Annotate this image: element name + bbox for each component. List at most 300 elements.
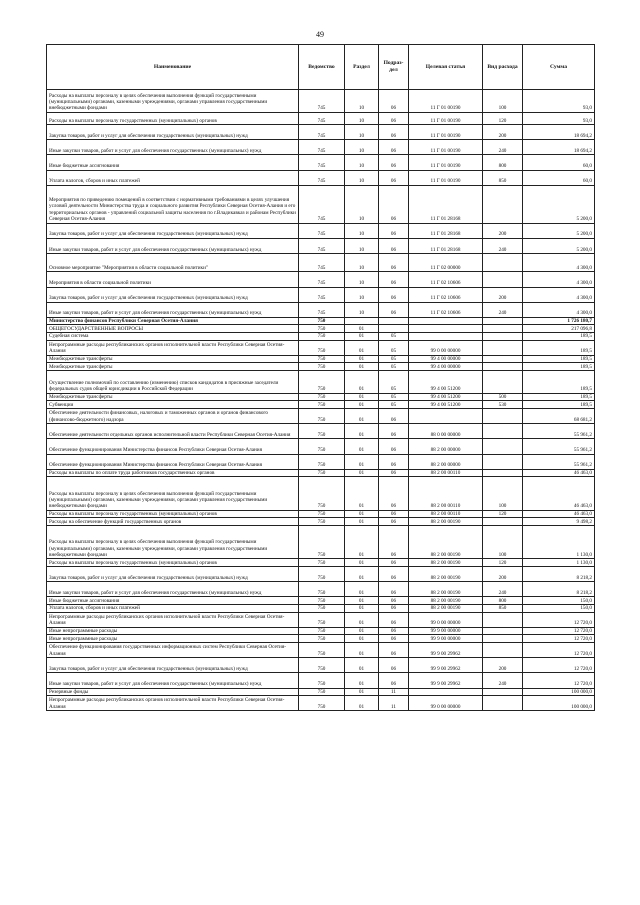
cell-ved: 745 (299, 287, 345, 302)
cell-sum: 12 720,0 (523, 658, 595, 673)
cell-name: ОБЩЕГОСУДАРСТВЕННЫЕ ВОПРОСЫ (47, 325, 299, 333)
table-row (47, 688, 595, 696)
table-row (47, 112, 595, 124)
cell-sum: 8 218,2 (523, 582, 595, 597)
table-row (47, 658, 595, 673)
table-row (47, 567, 595, 582)
cell-name: Иные закупки товаров, работ и услуг для обеспечения государственных (муниципальных) нужд (47, 302, 299, 317)
cell-razd: 10 (345, 170, 379, 185)
cell-razd: 01 (345, 340, 379, 355)
cell-sum: 5 200,0 (523, 238, 595, 253)
cell-razd: 10 (345, 238, 379, 253)
cell-ved: 745 (299, 302, 345, 317)
cell-ved: 750 (299, 363, 345, 371)
cell-ved: 750 (299, 340, 345, 355)
header-sum: Сумма (523, 45, 595, 90)
budget-table (46, 44, 595, 711)
cell-ved: 750 (299, 393, 345, 401)
table-row (47, 287, 595, 302)
cell-podr: 06 (379, 510, 409, 518)
cell-podr: 06 (379, 140, 409, 155)
cell-name: Межбюджетные трансферты (47, 355, 299, 363)
cell-sum: 150,0 (523, 597, 595, 605)
cell-vr: 500 (483, 393, 523, 401)
cell-name: Иные бюджетные ассигнования (47, 597, 299, 605)
cell-sum: 12 720,0 (523, 642, 595, 657)
cell-name: Обеспечение функционирования Министерства финансов Республики Северная Осетия-Алания (47, 439, 299, 454)
cell-vr: 120 (483, 510, 523, 518)
cell-sum: 189,5 (523, 363, 595, 371)
table-row (47, 140, 595, 155)
cell-vr (483, 340, 523, 355)
table-row (47, 185, 595, 223)
cell-name: Непрограммные расходы республиканских органов исполнительной власти Республики Северная Осетия-Алания (47, 340, 299, 355)
table-row (47, 525, 595, 558)
cell-vr (483, 185, 523, 223)
cell-sum: 189,5 (523, 393, 595, 401)
cell-razd: 10 (345, 155, 379, 170)
table-row (47, 254, 595, 272)
cell-name: Уплата налогов, сборов и иных платежей (47, 170, 299, 185)
cell-sum: 4 300,0 (523, 254, 595, 272)
cell-sum: 9 498,2 (523, 518, 595, 526)
cell-cs (409, 688, 483, 696)
cell-sum: 4 300,0 (523, 302, 595, 317)
cell-podr: 05 (379, 340, 409, 355)
cell-cs: 11 Г 01 00190 (409, 112, 483, 124)
cell-ved: 745 (299, 238, 345, 253)
cell-sum: 8 218,2 (523, 567, 595, 582)
cell-vr: 850 (483, 604, 523, 612)
cell-podr: 06 (379, 454, 409, 469)
cell-razd: 10 (345, 272, 379, 287)
cell-cs (409, 409, 483, 424)
cell-cs: 11 Г 01 00190 (409, 124, 483, 139)
cell-vr (483, 371, 523, 394)
cell-vr: 100 (483, 525, 523, 558)
cell-cs: 88 2 00 00000 (409, 439, 483, 454)
cell-podr: 06 (379, 635, 409, 643)
table-row (47, 401, 595, 409)
cell-razd: 10 (345, 140, 379, 155)
cell-vr (483, 696, 523, 711)
cell-sum: 5 200,0 (523, 185, 595, 223)
cell-razd: 01 (345, 582, 379, 597)
cell-name: Обеспечение функционирования государственных информационных систем Республики Северная Осетия-Алания (47, 642, 299, 657)
cell-sum: 4 300,0 (523, 287, 595, 302)
cell-ved: 745 (299, 254, 345, 272)
cell-name: Межбюджетные трансферты (47, 363, 299, 371)
cell-cs: 88 2 00 00110 (409, 469, 483, 477)
cell-razd: 01 (345, 658, 379, 673)
cell-sum: 12 720,0 (523, 673, 595, 688)
cell-ved: 745 (299, 223, 345, 238)
page-number: 49 (316, 30, 324, 39)
table-row (47, 559, 595, 567)
cell-sum: 55 961,2 (523, 439, 595, 454)
cell-podr: 06 (379, 409, 409, 424)
cell-cs: 99 0 00 00000 (409, 340, 483, 355)
cell-podr: 05 (379, 371, 409, 394)
cell-podr: 06 (379, 90, 409, 113)
cell-ved: 750 (299, 510, 345, 518)
table-row (47, 90, 595, 113)
cell-sum: 12 720,0 (523, 627, 595, 635)
cell-name: Судебная система (47, 333, 299, 341)
cell-vr: 200 (483, 287, 523, 302)
cell-vr: 200 (483, 658, 523, 673)
cell-cs: 99 4 00 51200 (409, 371, 483, 394)
header-razdel: Раздел (345, 45, 379, 90)
cell-vr (483, 424, 523, 439)
header-target-article: Целевая статья (409, 45, 483, 90)
cell-name: Непрограммные расходы республиканских органов исполнительной власти Республики Северная Осетия-Алания (47, 612, 299, 627)
cell-podr: 11 (379, 696, 409, 711)
cell-ved: 750 (299, 525, 345, 558)
cell-razd: 10 (345, 185, 379, 223)
table-row (47, 424, 595, 439)
table-row (47, 355, 595, 363)
cell-cs: 88 2 00 00190 (409, 518, 483, 526)
cell-name: Расходы на обеспечение функций государственных органов (47, 518, 299, 526)
cell-cs: 99 4 00 51200 (409, 393, 483, 401)
cell-podr: 06 (379, 124, 409, 139)
cell-podr: 06 (379, 287, 409, 302)
cell-ved: 750 (299, 333, 345, 341)
cell-ved: 750 (299, 688, 345, 696)
cell-vr (483, 612, 523, 627)
cell-sum: 5 200,0 (523, 223, 595, 238)
cell-razd: 01 (345, 355, 379, 363)
cell-vr: 120 (483, 112, 523, 124)
cell-cs: 99 4 00 51200 (409, 401, 483, 409)
cell-sum: 46 463,0 (523, 469, 595, 477)
cell-ved: 745 (299, 90, 345, 113)
cell-ved: 750 (299, 642, 345, 657)
cell-podr: 06 (379, 254, 409, 272)
cell-cs: 99 4 00 00000 (409, 355, 483, 363)
cell-vr: 240 (483, 673, 523, 688)
cell-name: Мероприятия в области социальной политики (47, 272, 299, 287)
cell-vr (483, 317, 523, 325)
header-name: Наименование (47, 45, 299, 90)
cell-ved: 745 (299, 155, 345, 170)
cell-cs: 11 Г 02 10606 (409, 302, 483, 317)
table-row (47, 454, 595, 469)
cell-name: Иные непрограммные расходы (47, 627, 299, 635)
cell-podr: 05 (379, 393, 409, 401)
cell-cs: 11 Г 01 00190 (409, 155, 483, 170)
table-row (47, 302, 595, 317)
cell-vr: 850 (483, 170, 523, 185)
cell-ved: 750 (299, 673, 345, 688)
cell-podr: 06 (379, 604, 409, 612)
cell-razd: 01 (345, 627, 379, 635)
cell-sum: 217 096,8 (523, 325, 595, 333)
cell-cs: 11 Г 01 28168 (409, 223, 483, 238)
cell-razd: 01 (345, 409, 379, 424)
cell-podr: 06 (379, 582, 409, 597)
cell-cs: 99 0 00 00000 (409, 696, 483, 711)
cell-sum: 189,5 (523, 355, 595, 363)
cell-name: Иные закупки товаров, работ и услуг для обеспечения государственных (муниципальных) нужд (47, 238, 299, 253)
cell-ved: 750 (299, 518, 345, 526)
cell-ved: 750 (299, 424, 345, 439)
cell-vr: 240 (483, 582, 523, 597)
table-header-row (47, 45, 595, 90)
cell-podr: 06 (379, 673, 409, 688)
cell-podr: 05 (379, 401, 409, 409)
cell-ved: 745 (299, 272, 345, 287)
table-row (47, 272, 595, 287)
cell-vr: 200 (483, 124, 523, 139)
table-row (47, 612, 595, 627)
cell-name: Расходы на выплаты персоналу государственных (муниципальных) органов (47, 510, 299, 518)
cell-razd: 01 (345, 604, 379, 612)
cell-podr: 06 (379, 559, 409, 567)
cell-podr: 06 (379, 567, 409, 582)
cell-podr: 06 (379, 597, 409, 605)
cell-sum: 55 961,2 (523, 454, 595, 469)
cell-sum: 68 681,2 (523, 409, 595, 424)
cell-name: Иные непрограммные расходы (47, 635, 299, 643)
cell-vr (483, 642, 523, 657)
cell-name: Межбюджетные трансферты (47, 393, 299, 401)
cell-cs (409, 325, 483, 333)
cell-razd: 01 (345, 567, 379, 582)
cell-cs: 99 0 00 00000 (409, 612, 483, 627)
cell-cs: 88 2 00 00190 (409, 525, 483, 558)
cell-cs: 11 Г 02 10606 (409, 287, 483, 302)
table-row (47, 642, 595, 657)
cell-name: Иные закупки товаров, работ и услуг для обеспечения государственных (муниципальных) нужд (47, 140, 299, 155)
cell-sum: 12 720,0 (523, 635, 595, 643)
cell-vr (483, 454, 523, 469)
table-row (47, 510, 595, 518)
cell-podr: 06 (379, 627, 409, 635)
cell-name: Расходы на выплаты по оплате труда работников государственных органов (47, 469, 299, 477)
cell-cs: 88 2 00 00190 (409, 604, 483, 612)
cell-ved: 750 (299, 439, 345, 454)
cell-sum: 12 720,0 (523, 612, 595, 627)
cell-name: Обеспечение деятельности финансовых, налоговых и таможенных органов и органов финансового (финансово-бюджетного) надзора (47, 409, 299, 424)
cell-razd: 01 (345, 696, 379, 711)
cell-razd: 01 (345, 525, 379, 558)
cell-ved: 750 (299, 325, 345, 333)
cell-podr: 06 (379, 439, 409, 454)
cell-name: Расходы на выплаты персоналу в целях обеспечения выполнения функций государственными (муниципальными) органами, казенными учреждениями, органами управления государственными внебюджетными фондами (47, 477, 299, 510)
cell-name: Мероприятия по приведению помещений в соответствии с нормативными требованиями в целях улучшения условий деятельности Министерства труда и социального развития Республики Северная Осетия-Алания и его территориальных органов - управлений социальной защиты населения по г.Владикавказ и районам Республики Северная Осетия-Алания (47, 185, 299, 223)
cell-sum: 100 000,0 (523, 688, 595, 696)
table-row (47, 333, 595, 341)
cell-ved: 750 (299, 567, 345, 582)
cell-vr (483, 518, 523, 526)
table-row (47, 439, 595, 454)
cell-vr (483, 272, 523, 287)
table-row (47, 469, 595, 477)
cell-razd: 01 (345, 454, 379, 469)
cell-podr: 06 (379, 658, 409, 673)
cell-podr: 06 (379, 525, 409, 558)
cell-ved: 750 (299, 658, 345, 673)
cell-name: Уплата налогов, сборов и иных платежей (47, 604, 299, 612)
cell-name: Закупка товаров, работ и услуг для обеспечения государственных (муниципальных) нужд (47, 567, 299, 582)
cell-name: Расходы на выплаты персоналу в целях обеспечения выполнения функций государственными (муниципальными) органами, казенными учреждениями, органами управления государственными внебюджетными фондами (47, 90, 299, 113)
cell-sum: 1 130,0 (523, 525, 595, 558)
cell-ved: 750 (299, 371, 345, 394)
cell-sum: 150,0 (523, 604, 595, 612)
cell-razd: 10 (345, 302, 379, 317)
cell-cs: 11 Г 02 10606 (409, 272, 483, 287)
cell-name: Обеспечение деятельности отдельных органов исполнительной власти Республики Северная Осетия-Алания (47, 424, 299, 439)
table-row (47, 223, 595, 238)
cell-vr: 100 (483, 90, 523, 113)
cell-razd: 01 (345, 477, 379, 510)
cell-sum: 18 694,2 (523, 140, 595, 155)
cell-cs: 99 9 00 00000 (409, 627, 483, 635)
cell-razd: 01 (345, 371, 379, 394)
cell-razd (345, 317, 379, 325)
cell-razd: 01 (345, 559, 379, 567)
cell-name: Закупка товаров, работ и услуг для обеспечения государственных (муниципальных) нужд (47, 287, 299, 302)
cell-cs: 88 0 00 00000 (409, 424, 483, 439)
cell-ved: 750 (299, 612, 345, 627)
cell-sum: 100 000,0 (523, 696, 595, 711)
cell-sum: 93,0 (523, 112, 595, 124)
cell-razd: 01 (345, 325, 379, 333)
table-row (47, 393, 595, 401)
cell-cs: 11 Г 01 00190 (409, 170, 483, 185)
cell-name: Расходы на выплаты персоналу в целях обеспечения выполнения функций государственными (муниципальными) органами, казенными учреждениями, органами управления государственными внебюджетными фондами (47, 525, 299, 558)
cell-ved: 745 (299, 112, 345, 124)
cell-name: Закупка товаров, работ и услуг для обеспечения государственных (муниципальных) нужд (47, 658, 299, 673)
cell-vr (483, 627, 523, 635)
cell-razd: 01 (345, 597, 379, 605)
cell-sum: 1 726 180,7 (523, 317, 595, 325)
table-row (47, 124, 595, 139)
cell-razd: 01 (345, 439, 379, 454)
cell-cs: 88 2 00 00190 (409, 597, 483, 605)
cell-cs: 88 2 00 00000 (409, 454, 483, 469)
cell-ved: 750 (299, 559, 345, 567)
cell-razd: 01 (345, 424, 379, 439)
table-row (47, 325, 595, 333)
cell-podr: 06 (379, 469, 409, 477)
cell-sum: 189,5 (523, 371, 595, 394)
cell-podr: 06 (379, 238, 409, 253)
cell-name: Закупка товаров, работ и услуг для обеспечения государственных (муниципальных) нужд (47, 223, 299, 238)
cell-cs: 88 2 00 00110 (409, 477, 483, 510)
cell-sum: 46 463,0 (523, 510, 595, 518)
cell-razd: 01 (345, 333, 379, 341)
cell-ved: 750 (299, 477, 345, 510)
cell-name: Осуществление полномочий по составлению (изменению) списков кандидатов в присяжные заседатели федеральных судов общей юрисдикции в Российской Федерации (47, 371, 299, 394)
table-row (47, 696, 595, 711)
cell-vr: 240 (483, 238, 523, 253)
cell-name: Резервные фонды (47, 688, 299, 696)
cell-vr (483, 363, 523, 371)
cell-name: Непрограммные расходы республиканских органов исполнительной власти Республики Северная Осетия-Алания (47, 696, 299, 711)
cell-ved: 745 (299, 170, 345, 185)
cell-cs: 11 Г 01 00190 (409, 140, 483, 155)
cell-podr: 06 (379, 642, 409, 657)
cell-razd: 10 (345, 112, 379, 124)
cell-podr: 05 (379, 333, 409, 341)
cell-vr (483, 254, 523, 272)
cell-cs (409, 317, 483, 325)
cell-cs: 99 9 00 00000 (409, 635, 483, 643)
cell-podr: 11 (379, 688, 409, 696)
cell-podr: 06 (379, 272, 409, 287)
cell-vr: 800 (483, 155, 523, 170)
cell-sum: 189,5 (523, 340, 595, 355)
cell-cs: 88 2 00 00190 (409, 567, 483, 582)
cell-name: Расходы на выплаты персоналу государственных (муниципальных) органов (47, 112, 299, 124)
cell-podr (379, 325, 409, 333)
cell-ved: 750 (299, 582, 345, 597)
cell-podr: 06 (379, 424, 409, 439)
cell-vr (483, 409, 523, 424)
cell-ved: 750 (299, 409, 345, 424)
table-row (47, 170, 595, 185)
header-podrazdel: Подраз-дел (379, 45, 409, 90)
cell-podr: 06 (379, 477, 409, 510)
cell-razd: 01 (345, 642, 379, 657)
cell-name: Министерство финансов Республики Северная Осетия-Алания (47, 317, 299, 325)
cell-razd: 01 (345, 612, 379, 627)
cell-podr: 06 (379, 612, 409, 627)
cell-cs: 88 2 00 00110 (409, 510, 483, 518)
cell-name: Иные закупки товаров, работ и услуг для обеспечения государственных (муниципальных) нужд (47, 582, 299, 597)
cell-sum: 189,5 (523, 333, 595, 341)
table-row (47, 363, 595, 371)
cell-razd: 10 (345, 124, 379, 139)
header-vedomstvo: Ведомство (299, 45, 345, 90)
table-row (47, 371, 595, 394)
cell-sum: 55 961,2 (523, 424, 595, 439)
table-row (47, 238, 595, 253)
cell-sum: 60,0 (523, 170, 595, 185)
table-row (47, 409, 595, 424)
cell-razd: 10 (345, 223, 379, 238)
cell-cs: 88 2 00 00190 (409, 559, 483, 567)
header-expense-type: Вид расхода (483, 45, 523, 90)
cell-name: Закупка товаров, работ и услуг для обеспечения государственных (муниципальных) нужд (47, 124, 299, 139)
cell-name: Иные бюджетные ассигнования (47, 155, 299, 170)
cell-vr (483, 469, 523, 477)
cell-ved: 750 (299, 696, 345, 711)
cell-vr (483, 325, 523, 333)
cell-cs: 11 Г 01 00190 (409, 90, 483, 113)
cell-cs: 99 9 00 29962 (409, 673, 483, 688)
cell-cs: 88 2 00 00190 (409, 582, 483, 597)
cell-vr (483, 439, 523, 454)
cell-ved: 750 (299, 355, 345, 363)
cell-sum: 189,5 (523, 401, 595, 409)
cell-sum: 93,0 (523, 90, 595, 113)
cell-sum: 60,0 (523, 155, 595, 170)
cell-podr: 06 (379, 223, 409, 238)
cell-name: Основное мероприятие "Мероприятия в области социальной политики" (47, 254, 299, 272)
cell-name: Обеспечение функционирования Министерства финансов Республики Северная Осетия-Алания (47, 454, 299, 469)
cell-podr: 06 (379, 185, 409, 223)
cell-razd: 01 (345, 688, 379, 696)
cell-ved: 745 (299, 124, 345, 139)
cell-sum: 1 130,0 (523, 559, 595, 567)
cell-ved: 750 (299, 454, 345, 469)
cell-ved: 750 (299, 469, 345, 477)
cell-vr (483, 333, 523, 341)
